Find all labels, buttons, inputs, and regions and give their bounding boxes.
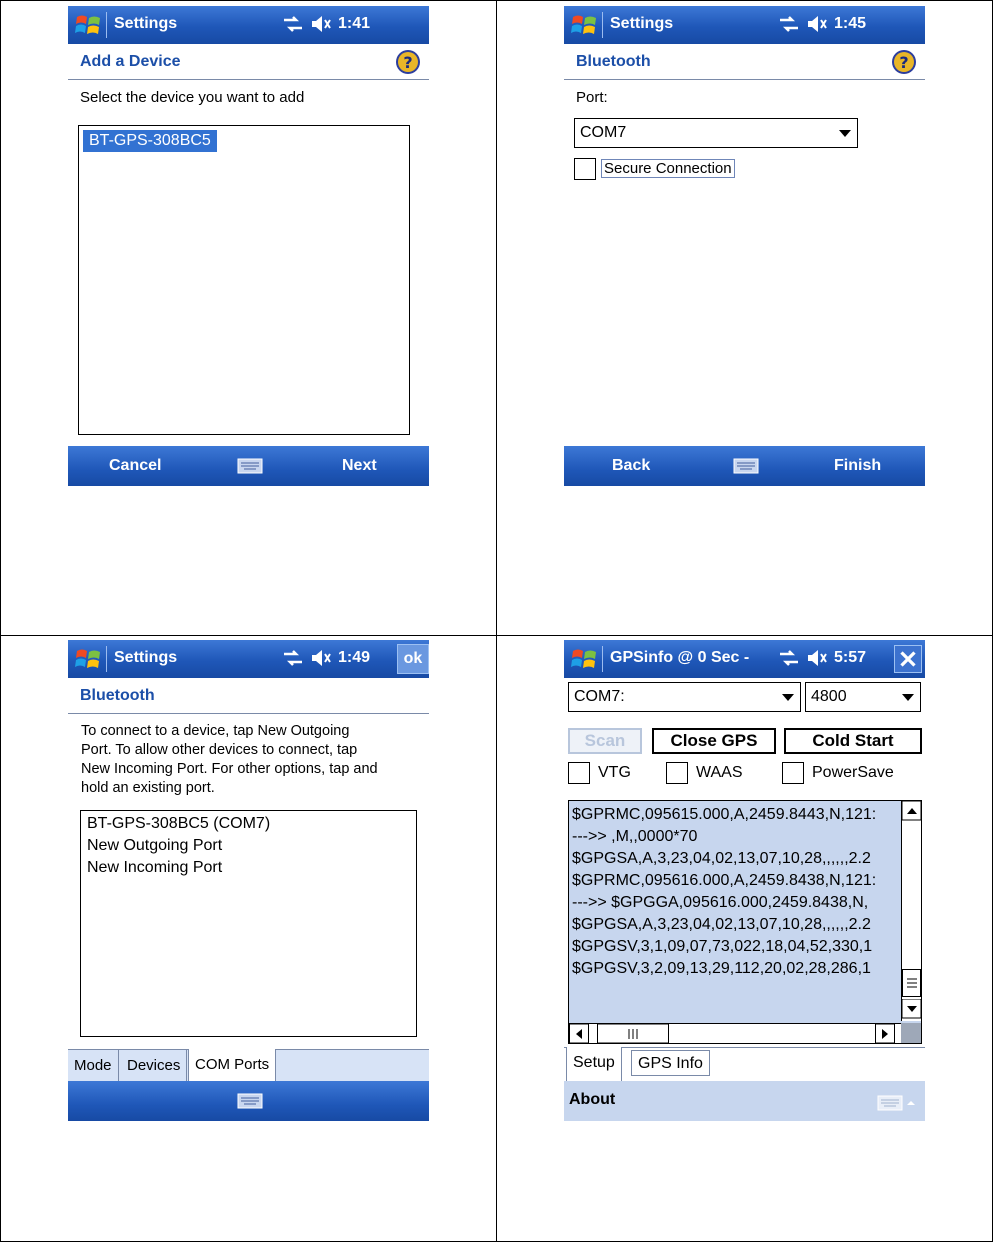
softkey-bar (564, 446, 925, 486)
title-bar (68, 6, 429, 44)
screen-com-ports (68, 640, 429, 1121)
cancel-button[interactable]: Cancel (109, 457, 162, 474)
chevron-down-icon[interactable] (902, 694, 914, 701)
cold-start-button[interactable]: Cold Start (784, 728, 922, 754)
baud-select[interactable] (805, 682, 921, 712)
powersave-label: PowerSave (812, 764, 894, 781)
softkey-bar (68, 446, 429, 486)
clock[interactable]: 1:41 (338, 15, 371, 32)
list-item[interactable]: New Outgoing Port (87, 837, 223, 854)
device-list-item-selected[interactable]: BT-GPS-308BC5 (83, 130, 217, 152)
vtg-label: VTG (598, 764, 631, 781)
softkey-bar (68, 1081, 429, 1121)
speaker-muted-icon[interactable] (806, 648, 828, 668)
close-gps-button[interactable]: Close GPS (652, 728, 776, 754)
windows-start-icon[interactable] (570, 645, 598, 673)
speaker-muted-icon[interactable] (310, 14, 332, 34)
port-select-value: COM7 (580, 124, 627, 141)
keyboard-icon[interactable] (877, 1095, 917, 1111)
window-title: Settings (114, 15, 178, 32)
windows-start-icon[interactable] (74, 11, 102, 39)
svg-text:?: ? (899, 53, 909, 72)
screen-bluetooth-port (564, 6, 925, 486)
windows-start-icon[interactable] (570, 11, 598, 39)
screen-gpsinfo (564, 640, 925, 1121)
finish-button[interactable]: Finish (834, 457, 882, 474)
status-area (282, 14, 370, 34)
ok-button[interactable]: ok (397, 644, 429, 674)
baud-select-value: 4800 (811, 688, 847, 705)
tab-devices[interactable]: Devices (121, 1050, 187, 1082)
port-list[interactable] (80, 810, 417, 1037)
log-line: --->> ,M,,0000*70 (572, 828, 698, 845)
page-title: Add a Device (80, 53, 181, 70)
tab-strip (68, 1049, 429, 1081)
scan-button[interactable]: Scan (568, 728, 642, 754)
close-icon[interactable] (894, 645, 922, 673)
log-line: $GPGSV,3,2,09,13,29,112,20,02,28,286,1 (572, 960, 871, 977)
vtg-checkbox[interactable] (568, 762, 590, 784)
status-area (778, 14, 866, 34)
keyboard-icon[interactable] (733, 458, 759, 474)
title-separator (602, 646, 603, 672)
list-item[interactable]: New Incoming Port (87, 859, 223, 876)
connectivity-icon[interactable] (282, 14, 304, 34)
scroll-down-icon[interactable] (902, 999, 922, 1019)
clock[interactable]: 5:57 (834, 649, 867, 666)
nmea-log[interactable] (568, 800, 922, 1044)
grid-border-left (0, 0, 1, 1242)
title-bar (68, 640, 429, 678)
connectivity-icon[interactable] (778, 648, 800, 668)
chevron-down-icon[interactable] (782, 694, 794, 701)
scroll-thumb[interactable] (902, 969, 922, 997)
status-area (282, 648, 370, 668)
title-separator (602, 12, 603, 38)
page-title: Bluetooth (576, 53, 651, 70)
help-icon[interactable] (395, 49, 421, 75)
window-title: Settings (114, 649, 178, 666)
port-select-value: COM7: (574, 688, 625, 705)
port-select[interactable] (574, 118, 858, 148)
scroll-up-icon[interactable] (902, 801, 922, 821)
horizontal-scrollbar[interactable] (569, 1023, 903, 1043)
back-button[interactable]: Back (612, 457, 651, 474)
log-line: $GPRMC,095616.000,A,2459.8438,N,121: (572, 872, 877, 889)
keyboard-icon[interactable] (237, 458, 263, 474)
title-separator (106, 646, 107, 672)
log-line: $GPRMC,095615.000,A,2459.8443,N,121: (572, 806, 877, 823)
powersave-checkbox[interactable] (782, 762, 804, 784)
chevron-down-icon[interactable] (839, 130, 851, 137)
page-header (68, 678, 429, 714)
grid-divider-vertical (496, 0, 497, 1242)
tab-mode[interactable]: Mode (68, 1050, 119, 1082)
screen-add-device (68, 6, 429, 486)
page-title: Bluetooth (80, 687, 155, 704)
scroll-corner (901, 1023, 921, 1043)
secure-connection-checkbox[interactable] (574, 158, 596, 180)
device-list[interactable] (78, 125, 410, 435)
status-area (778, 648, 866, 668)
hscroll-thumb[interactable] (597, 1024, 669, 1044)
log-line: $GPGSA,A,3,23,04,02,13,07,10,28,,,,,,2.2 (572, 850, 871, 867)
help-icon[interactable] (891, 49, 917, 75)
menu-bar (564, 1081, 925, 1121)
connectivity-icon[interactable] (282, 648, 304, 668)
tab-setup[interactable]: Setup (566, 1047, 622, 1081)
title-separator (106, 12, 107, 38)
instructions-line: To connect to a device, tap New Outgoing (81, 723, 350, 739)
instructions-line: hold an existing port. (81, 780, 215, 796)
page-header (564, 44, 925, 80)
device-prompt: Select the device you want to add (80, 89, 305, 106)
about-menu[interactable]: About (569, 1091, 616, 1108)
list-item[interactable]: BT-GPS-308BC5 (COM7) (87, 815, 271, 832)
waas-label: WAAS (696, 764, 743, 781)
tab-gps-info[interactable]: GPS Info (631, 1050, 710, 1076)
grid-divider-horizontal (0, 635, 993, 636)
log-line: --->> $GPGGA,095616.000,2459.8438,N, (572, 894, 869, 911)
tab-com-ports[interactable]: COM Ports (188, 1049, 276, 1082)
speaker-muted-icon[interactable] (806, 14, 828, 34)
connectivity-icon[interactable] (778, 14, 800, 34)
speaker-muted-icon[interactable] (310, 648, 332, 668)
window-title: GPSinfo @ 0 Sec - (610, 649, 750, 666)
keyboard-icon[interactable] (237, 1093, 263, 1109)
port-label: Port: (576, 89, 608, 106)
instructions-line: New Incoming Port. For other options, tap and (81, 761, 378, 777)
vertical-scrollbar[interactable] (901, 801, 921, 1021)
scroll-left-icon[interactable] (569, 1024, 589, 1044)
tab-strip (564, 1047, 925, 1081)
waas-checkbox[interactable] (666, 762, 688, 784)
title-bar (564, 6, 925, 44)
clock[interactable]: 1:45 (834, 15, 867, 32)
clock[interactable]: 1:49 (338, 649, 371, 666)
next-button[interactable]: Next (342, 457, 377, 474)
port-select[interactable] (568, 682, 801, 712)
log-line: $GPGSV,3,1,09,07,73,022,18,04,52,330,1 (572, 938, 873, 955)
svg-text:?: ? (403, 53, 413, 72)
window-title: Settings (610, 15, 674, 32)
instructions-line: Port. To allow other devices to connect, tap (81, 742, 358, 758)
nmea-log-lines (569, 804, 903, 980)
secure-connection-label[interactable]: Secure Connection (601, 159, 735, 178)
scroll-right-icon[interactable] (875, 1024, 895, 1044)
log-line: $GPGSA,A,3,23,04,02,13,07,10,28,,,,,,2.2 (572, 916, 871, 933)
windows-start-icon[interactable] (74, 645, 102, 673)
title-bar (564, 640, 925, 678)
page-header (68, 44, 429, 80)
instructions-text (81, 722, 421, 798)
